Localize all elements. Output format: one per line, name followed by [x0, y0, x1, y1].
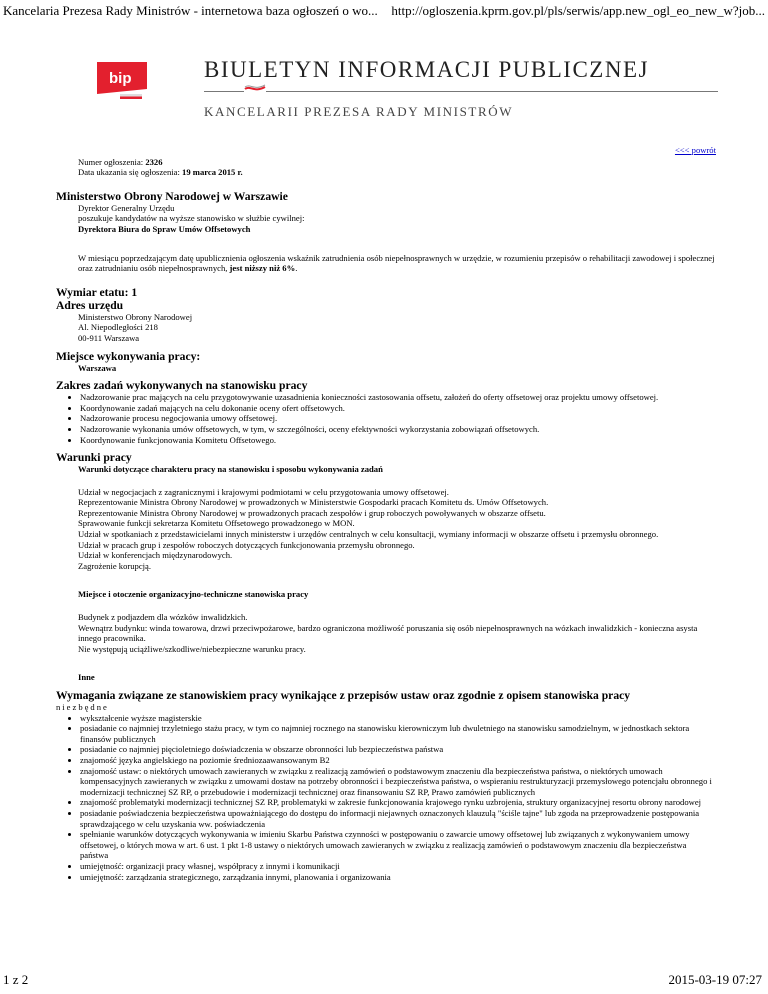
site-subtitle: KANCELARII PREZESA RADY MINISTRÓW: [204, 104, 514, 119]
list-item: • posiadanie co najmniej pięcioletniego doświadczenia w obszarze obronności lub bezpieczeństwa państwa: [80, 744, 716, 755]
requirements-list: [56, 713, 716, 883]
office-name: Ministerstwo Obrony Narodowej w Warszawie: [56, 189, 288, 203]
notice-content: [56, 145, 716, 882]
list-item: • Nadzorowanie prac mających na celu przygotowywanie uzasadnienia konieczności zastosowania offsetu, założeń do oferty offsetowej oraz projektu umowy offsetowej.: [80, 392, 716, 403]
page-number: 1 z 2: [3, 972, 29, 987]
environment-line: Budynek z podjazdem dla wózków inwalidzkich.: [78, 612, 248, 623]
nature-line: Udział w pracach grup i zespołów roboczych dotyczących funkcjonowania przemysłu obronnego.: [78, 539, 415, 550]
nature-line: Udział w spotkaniach z przedstawicielami innych ministerstw i urzędów centralnych w celu konsultacji, wymiany informacji w obszarze offsetu i przemysłu obronnego.: [78, 529, 659, 540]
office-line: poszukuje kandydatów na wyższe stanowisko w służbie cywilnej:: [78, 213, 305, 224]
list-item: • znajomość problematyki modernizacji technicznej SZ RP, problematyki w zakresie funkcjonowania krajowego rynku uzbrojenia, struktury organizacyjnej resortu obrony narodowej: [80, 797, 716, 808]
nature-line: Udział w negocjacjach z zagranicznymi i krajowymi podmiotami w celu przygotowania umowy offsetowej.: [78, 486, 449, 497]
list-item: • Nadzorowanie procesu negocjowania umowy offsetowej.: [80, 413, 716, 424]
bip-logo-text: bip: [109, 70, 132, 87]
duties-list: [56, 392, 716, 445]
notice-date: 19 marca 2015 r.: [182, 167, 243, 178]
print-datetime: 2015-03-19 07:27: [668, 972, 762, 987]
list-item: • wykształcenie wyższe magisterskie: [80, 713, 716, 724]
other-heading: Inne: [78, 672, 95, 683]
environment-line: Wewnątrz budynku: winda towarowa, drzwi przeciwpożarowe, bardzo ograniczona możliwość poruszania się osób niepełnosprawnych na wózkach inwalidzkich - konieczna asysta innego pracownika.: [78, 622, 698, 644]
workplace-heading: Miejsce wykonywania pracy:: [56, 349, 201, 363]
duties-heading: Zakres zadań wykonywanych na stanowisku pracy: [56, 379, 308, 393]
browser-url: http://ogloszenia.kprm.gov.pl/pls/serwis/app.new_ogl_eo_new_w?job...: [391, 3, 765, 18]
notice-number-label: Numer ogłoszenia:: [78, 156, 144, 167]
list-item: • posiadanie poświadczenia bezpieczeństwa upoważniającego do dostępu do informacji niejawnych oznaczonych klauzulą "ściśle tajne" lub zgoda na przeprowadzenie postępowania sprawdzającego w celu uzyskania ww. poświadczenia: [80, 808, 716, 829]
list-item: • posiadanie co najmniej trzyletniego stażu pracy, w tym co najmniej rocznego na stanowisku kierowniczym lub dwuletniego na stanowisku samodzielnym, w jednostkach sektora finansów publicznych: [80, 723, 716, 744]
nature-line: Reprezentowanie Ministra Obrony Narodowej w prowadzonych pracach zespołów i grup roboczych powoływanych w obszarze offsetu.: [78, 507, 546, 518]
environment-heading: Miejsce i otoczenie organizacyjno-techniczne stanowiska pracy: [78, 589, 309, 600]
nature-line: Reprezentowanie Ministra Obrony Narodowej w prowadzonych w Ministerstwie Gospodarki pracach Komitetu ds. Umów Offsetowych.: [78, 497, 549, 508]
list-item: • umiejętność: zarządzania strategicznego, zarządzania innymi, planowania i organizowania: [80, 872, 716, 883]
flag-wave-icon: [244, 84, 266, 94]
disability-rate: jest niższy niż 6%: [229, 263, 296, 274]
nature-line: Zagrożenie korupcją.: [78, 560, 152, 571]
list-item: • znajomość ustaw: o niektórych umowach zawieranych w związku z realizacją zamówień o podstawowym znaczeniu dla bezpieczeństwa państwa, o niektórych umowach kompensacyjnych zawieranych w związku z umowami dostaw na potrzeby obronności i bezpieczeństwa państwa, o wspieraniu restrukturyzacji przemysłowego potencjału obronnego i modernizacji technicznej SZ RP, o przebudowie i modernizacji technicznej oraz finansowaniu SZ RP, Prawo zamówień publicznych: [80, 766, 716, 798]
workplace-city: Warszawa: [78, 362, 117, 373]
nature-line: Udział w konferencjach międzynarodowych.: [78, 550, 233, 561]
conditions-heading: Warunki pracy: [56, 451, 132, 465]
list-item: • spełnianie warunków dotyczących wykonywania w imieniu Skarbu Państwa czynności w postępowaniu o zawarcie umowy offsetowej lub związanych z wykonywaniem umowy offsetowej, o których mowa w art. 6 ust. 1 pkt 1-8 ustawy o niektórych umowach zawieranych w związku z realizacją zamówień o podstawowym znaczeniu dla bezpieczeństwa państwa: [80, 829, 716, 861]
nature-line: Sprawowanie funkcji sekretarza Komitetu Offsetowego prowadzonego w MON.: [78, 518, 355, 529]
workload-heading: Wymiar etatu: 1: [56, 285, 138, 299]
flag-icon: [120, 94, 142, 99]
list-item: • znajomość języka angielskiego na poziomie średniozaawansowanym B2: [80, 755, 716, 766]
notice-number: 2326: [145, 156, 163, 167]
position-title: Dyrektora Biura do Spraw Umów Offsetowych: [78, 223, 251, 234]
notice-meta: [56, 157, 716, 178]
browser-page-title: Kancelaria Prezesa Rady Ministrów - internetowa baza ogłoszeń o wo...: [3, 3, 378, 18]
bip-logo: [97, 62, 147, 94]
environment-line: Nie występują uciążliwe/szkodliwe/niebezpieczne warunku pracy.: [78, 643, 306, 654]
nature-heading: Warunki dotyczące charakteru pracy na stanowisku i sposobu wykonywania zadań: [78, 464, 383, 475]
address-heading: Adres urzędu: [56, 298, 124, 312]
address-block: Ministerstwo Obrony Narodowej Al. Niepodległości 218 00-911 Warszawa: [78, 311, 193, 343]
required-label: niezbędne: [56, 702, 109, 712]
list-item: • Koordynowanie funkcjonowania Komitetu Offsetowego.: [80, 435, 716, 446]
disability-note: W miesiącu poprzedzającym datę upublicznienia ogłoszenia wskaźnik zatrudnienia osób niepełnosprawnych w urzędzie, w rozumieniu przepisów o rehabilitacji zawodowej i społecznej oraz zatrudnianiu osób niepełnosprawnych, jest niższy niż 6%.: [78, 252, 715, 274]
list-item: • umiejętność: organizacji pracy własnej, współpracy z innymi i komunikacji: [80, 861, 716, 872]
title-divider: [204, 91, 718, 92]
site-title: BIULETYN INFORMACJI PUBLICZNEJ: [204, 57, 649, 82]
notice-date-label: Data ukazania się ogłoszenia:: [78, 167, 180, 178]
list-item: • Koordynowanie zadań mających na celu dokonanie oceny ofert offsetowych.: [80, 403, 716, 414]
list-item: • Nadzorowanie wykonania umów offsetowych, w tym, w szczególności, oceny efektywności wykorzystania zobowiązań offsetowych.: [80, 424, 716, 435]
office-line: Dyrektor Generalny Urzędu: [78, 202, 175, 213]
requirements-heading: Wymagania związane ze stanowiskiem pracy wynikające z przepisów ustaw oraz zgodnie z opisem stanowiska pracy: [56, 689, 631, 702]
back-link[interactable]: <<< powrót: [674, 145, 716, 155]
